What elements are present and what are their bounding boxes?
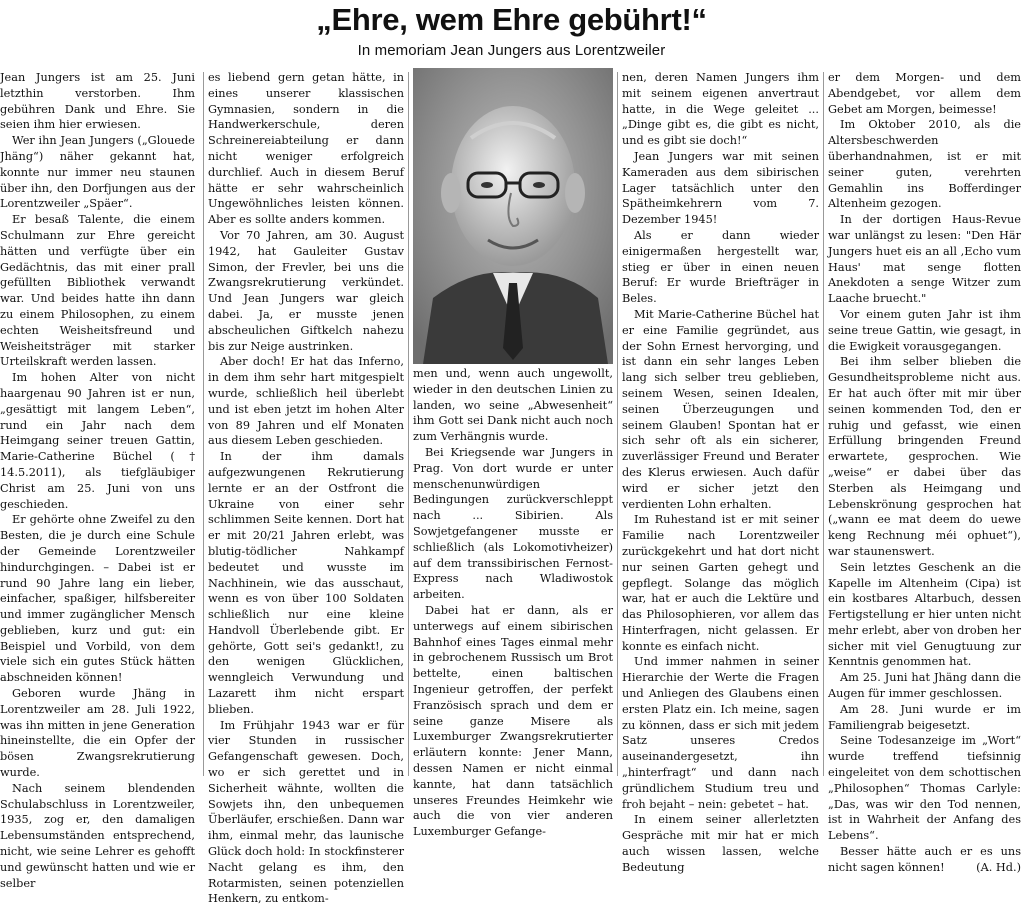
paragraph: Nach seinem blendenden Schulabschluss in Lorentzweiler, 1935, zog er, den damaligen Lebensumständen entsprechend, nicht, wie seine Lehrer es gehofft und gewünscht hatten und wie er selber — [0, 781, 195, 890]
paragraph: Im Frühjahr 1943 war er für vier Stunden in russischer Gefangenschaft gewesen. Doch, wo er sich gerettet und in Sicherheit wähnte, wollten die Sowjets ihn, den unbequemen Überläufer, erschießen. Dann war ihm, einmal mehr, das launische Glück doch hold: In stockfinsterer Nacht gelang es ihm, den Rotarmisten, seinen potenziellen Henkern, zu entkom- — [208, 718, 404, 906]
headline: „Ehre, wem Ehre gebührt!“ — [316, 2, 707, 37]
paragraph: Sein letztes Geschenk an die Kapelle im Altenheim (Cipa) ist ein kostbares Altarbuch, dessen Fertigstellung er hier unten nicht mehr erlebt, aber von droben her sicher mit viel Genugtuung zur Kenntnis genommen hat. — [828, 560, 1021, 669]
article-column-3 — [413, 366, 613, 839]
paragraph: Im Oktober 2010, als die Altersbeschwerden überhandnahmen, ist er mit seiner guten, verehrten Gemahlin ins Bofferdinger Altenheim gezogen. — [828, 118, 1021, 211]
paragraph: Er besaß Talente, die einem Schulmann zur Ehre gereicht hätten und verfügte über ein Gedächtnis, das mit einer prall gefüllten Bibliothek verwandt war. Und beides hatte ihn dann zu einem Philosophen, zu einem echten Weisheitsfreund und Weisheitsträger mit starker Urteilskraft werden lassen. — [0, 213, 195, 369]
paragraph: Dabei hat er dann, als er unterwegs auf einem sibirischen Bahnhof eines Tages einmal mehr in gebrochenem Russisch um Brot bettelte, einen baltischen Ingenieur getroffen, der perfekt Französisch sprach und dem er seine ganze Misere als Luxemburger Zwangsrekrutierter erläutern konnte: Jener Mann, dessen Namen er nicht einmal kannte, hat dann tatsächlich unseres Freundes Heimkehr wie auch die von vier anderen Luxemburger Gefange- — [413, 603, 613, 839]
portrait-photo — [413, 68, 613, 364]
paragraph: Vor einem guten Jahr ist ihm seine treue Gattin, wie gesagt, in die Ewigkeit vorausgegangen. — [828, 307, 1021, 353]
paragraph: nen, deren Namen Jungers ihm mit seinem eigenen anvertraut hatte, in die Wege geleitet ... „Dinge gibt es, die gibt es nicht, und es gibt sie doch!“ — [622, 71, 819, 148]
paragraph: Im hohen Alter von nicht haargenau 90 Jahren ist er nun, „gesättigt mit langem Leben“, rund ein Jahr nach dem Heimgang seiner treuen Gattin, Marie-Catherine Büchel († 14.5.2011), als tiefgläubiger Christ am 25. Juni von uns geschieden. — [0, 371, 195, 511]
paragraph: Jean Jungers war mit seinen Kameraden aus dem sibirischen Lager tatsächlich unter den Spätheimkehrern vom 7. Dezember 1945! — [622, 149, 819, 227]
article-column-5 — [828, 70, 1021, 874]
paragraph: Vor 70 Jahren, am 30. August 1942, hat Gauleiter Gustav Simon, der Frevler, bei uns die Zwangsrekrutierung verkündet. Und Jean Jungers war gleich dabei. Ja, er musste jenen abscheulichen Giftkelch nahezu bis zur Neige austrinken. — [208, 228, 404, 353]
article-column-1 — [0, 70, 195, 890]
column-divider — [617, 72, 618, 776]
paragraph: Als er dann wieder einigermaßen hergestellt war, stieg er über in einen neuen Beruf: Er wurde Briefträger in Beles. — [622, 228, 819, 306]
paragraph: Im Ruhestand ist er mit seiner Familie nach Lorentzweiler zurückgekehrt und hat dort nicht nur seinen Garten gehegt und gepflegt. Solange das möglich war, hat er auch die Lektüre und das Philosophieren, vor allem das Hinterfragen, nicht gelassen. Er konnte es einfach nicht. — [622, 513, 819, 653]
paragraph: Aber doch! Er hat das Inferno, in dem ihm sehr hart mitgespielt wurde, schließlich heil überlebt und ist eben jetzt im hohen Alter von 89 Jahren und elf Monaten aus diesem Leben geschieden. — [208, 355, 404, 448]
article-column-4 — [622, 70, 819, 874]
author-signature: (A. Hd.) — [976, 860, 1021, 874]
paragraph: In einem seiner allerletzten Gespräche mit mir hat er mich auch wissen lassen, welche Bedeutung — [622, 813, 819, 874]
paragraph: Am 28. Juni wurde er im Familiengrab beigesetzt. — [828, 702, 1021, 732]
column-divider — [823, 72, 824, 776]
paragraph: Er gehörte ohne Zweifel zu den Besten, die je durch eine Schule der Gemeinde Lorentzweiler hindurchgingen. – Dabei ist er rund 90 Jahre lang ein lieber, einfacher, spaßiger, hilfsbereiter und immer zugänglicher Mensch geblieben, kurz und gut: ein Beispiel und Vorbild, von dem viele sich ein gutes Stück hätten abschneiden können! — [0, 513, 195, 685]
paragraph: Jean Jungers ist am 25. Juni letzthin verstorben. Ihm gebühren Dank und Ehre. Sie seien ihm hier erwiesen. — [0, 71, 195, 132]
paragraph: Mit Marie-Catherine Büchel hat er eine Familie gegründet, aus der Sohn Ernest hervorging, und ist dann ein sehr langes Leben lang sich selber treu geblieben, seinem Wesen, seinen Idealen, seinen Überzeugungen und seinem Glauben! Spontan hat er sich sehr oft als ein sicherer, zuverlässiger Freund und Berater des Klerus erwiesen. Auch dafür wird er sicher jetzt den verdienten Lohn erhalten. — [622, 307, 819, 511]
paragraph: In der dortigen Haus-Revue war unlängst zu lesen: "Den Här Jungers huet eis an all ,Echo vum Haus' mat senge flotten Anekdoten a senge Witzer zum Laache bruecht." — [828, 213, 1021, 306]
paragraph: Geboren wurde Jhäng in Lorentzweiler am 28. Juli 1922, was ihn mitten in jene Generation hineinstellte, die ein Opfer der bösen Zwangsrekrutierung wurde. — [0, 687, 195, 780]
paragraph: Wer ihn Jean Jungers („Glouede Jhäng“) näher gekannt hat, konnte nur immer neu staunen über ihn, den Dorfjungen aus der Lorentzweiler „Späer“. — [0, 134, 195, 211]
article-column-2 — [208, 70, 404, 906]
paragraph: es liebend gern getan hätte, in eines unserer klassischen Gymnasien, sondern in die Handwerkerschule, deren Schreinereiabteilung er dann nicht weniger erfolgreich durchlief. Auch in diesem Beruf hätte er sehr wahrscheinlich Ungewöhnliches leisten können. Aber es sollte anders kommen. — [208, 71, 404, 227]
portrait-illustration — [413, 68, 613, 364]
paragraph: Seine Todesanzeige im „Wort“ wurde treffend tiefsinnig eingeleitet von dem schottischen „Philosophen“ Thomas Carlyle: „Das, was wir den Tod nennen, ist in Wahrheit der Anfang des Lebens“. — [828, 734, 1021, 843]
paragraph: Bei ihm selber blieben die Gesundheitsprobleme nicht aus. Er hat auch öfter mit mir über seinen kommenden Tod, den er ruhig und gefasst, wie einen Erfüllung bringenden Freund erwartete, gesprochen. Wie „weise“ er dabei über das Sterben als Heimgang und Lebenskrönung gesprochen hat („wann ee mat deem do uewe keng Rechnung méi ophuet“), war staunenswert. — [828, 355, 1021, 558]
paragraph: In der ihm damals aufgezwungenen Rekrutierung lernte er an der Ostfront die Ukraine von einer sehr schlimmen Seite kennen. Dort hat er mit 20/21 Jahren erlebt, was blutig-tödlicher Nahkampf bedeutet und wusste im Nachhinein, wie das ausschaut, wenn es von über 100 Soldaten schließlich nur eine kleine Handvoll Überlebende gibt. Er gehörte, Gott sei's gedankt!, zu den wenigen Glücklichen, wenngleich Verwundung und Lazarett ihm nicht erspart blieben. — [208, 450, 404, 716]
paragraph: er dem Morgen- und dem Abendgebet, vor allem dem Gebet am Morgen, beimesse! — [828, 71, 1021, 116]
column-divider — [203, 72, 204, 776]
paragraph — [828, 844, 1021, 876]
column-divider — [408, 72, 409, 776]
closing-line: Besser hätte auch er es uns nicht sagen können! — [828, 845, 1021, 874]
paragraph: Bei Kriegsende war Jungers in Prag. Von dort wurde er unter menschenunwürdigen Bedingungen zurückverschleppt nach ... Sibirien. Als Sowjetgefangener musste er schließlich (als Lokomotivheizer) auf dem transsibirischen Fernost-Express nach Wladiwostok arbeiten. — [413, 445, 613, 602]
paragraph: Am 25. Juni hat Jhäng dann die Augen für immer geschlossen. — [828, 671, 1021, 701]
paragraph: men und, wenn auch ungewollt, wieder in den deutschen Linien zu landen, wo seine „Abwesenheit“ ihm Gott sei Dank nicht auch noch zum Verhängnis wurde. — [413, 367, 613, 444]
paragraph: Und immer nahmen in seiner Hierarchie der Werte die Fragen und Anliegen des Glaubens einen ersten Platz ein. Ich meine, sagen zu können, dass er sich mit jedem Satz unseres Credos auseinandergesetzt, ihn „hinterfragt“ und dann nach gründlichem Studium treu und froh bejaht – nein: gebetet – hat. — [622, 655, 819, 811]
subheadline: In memoriam Jean Jungers aus Lorentzweiler — [357, 42, 666, 59]
